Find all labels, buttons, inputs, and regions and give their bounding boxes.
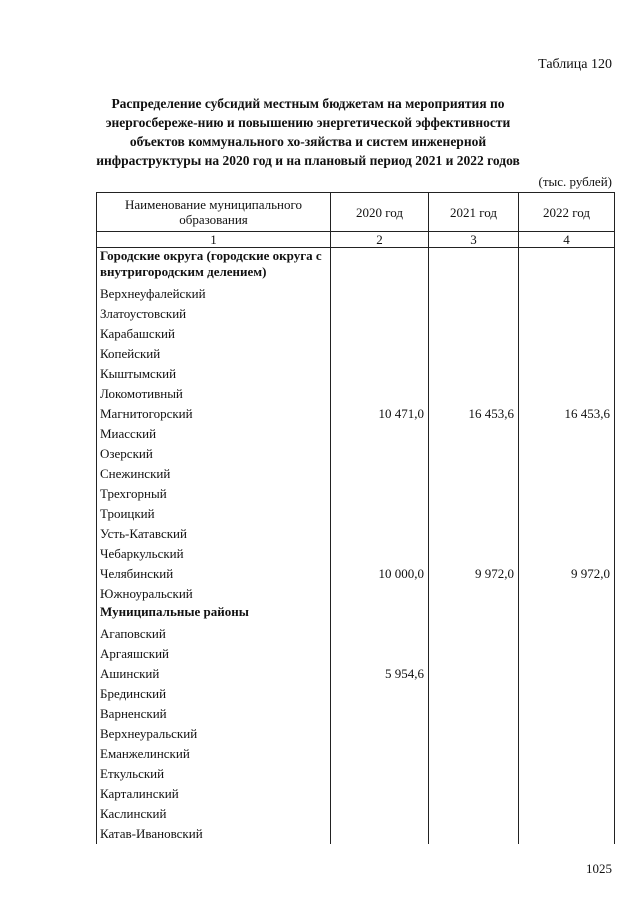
column-number: 1 bbox=[97, 232, 331, 248]
value-2021-cell bbox=[429, 384, 519, 404]
value-2020-cell bbox=[331, 284, 429, 304]
value-2022-cell bbox=[519, 644, 615, 664]
value-2021-cell bbox=[429, 424, 519, 444]
value-2021-cell bbox=[429, 664, 519, 684]
municipality-name-cell: Катав-Ивановский bbox=[97, 824, 331, 844]
table-row bbox=[97, 424, 615, 444]
municipality-name-cell: Усть-Катавский bbox=[97, 524, 331, 544]
value-2020-cell bbox=[331, 724, 429, 744]
municipality-name-cell: Варненский bbox=[97, 704, 331, 724]
column-header-2021: 2021 год bbox=[429, 193, 519, 232]
value-2020-cell bbox=[331, 684, 429, 704]
table-row bbox=[97, 784, 615, 804]
value-2021-cell bbox=[429, 784, 519, 804]
value-2020-cell bbox=[331, 364, 429, 384]
municipality-name-cell: Снежинский bbox=[97, 464, 331, 484]
municipality-name-cell: Муниципальные районы bbox=[97, 604, 331, 624]
column-header-2020: 2020 год bbox=[331, 193, 429, 232]
value-2022-cell bbox=[519, 364, 615, 384]
municipality-name-cell: Озерский bbox=[97, 444, 331, 464]
municipality-name-cell: Челябинский bbox=[97, 564, 331, 584]
table-row bbox=[97, 724, 615, 744]
value-2022-cell bbox=[519, 544, 615, 564]
value-2022-cell bbox=[519, 424, 615, 444]
table-row bbox=[97, 824, 615, 844]
value-2021-cell bbox=[429, 484, 519, 504]
value-2021-cell bbox=[429, 584, 519, 604]
value-2020-cell bbox=[331, 804, 429, 824]
value-2021-cell bbox=[429, 684, 519, 704]
value-2020-cell bbox=[331, 784, 429, 804]
value-2022-cell bbox=[519, 684, 615, 704]
table-row bbox=[97, 564, 615, 584]
municipality-name-cell: Еткульский bbox=[97, 764, 331, 784]
table-row bbox=[97, 664, 615, 684]
value-2021-cell bbox=[429, 284, 519, 304]
value-2020-cell: 5 954,6 bbox=[331, 664, 429, 684]
table-row bbox=[97, 524, 615, 544]
municipality-name-cell: Брединский bbox=[97, 684, 331, 704]
value-2020-cell bbox=[331, 464, 429, 484]
value-2022-cell bbox=[519, 784, 615, 804]
value-2022-cell bbox=[519, 304, 615, 324]
value-2020-cell bbox=[331, 604, 429, 624]
table-row bbox=[97, 344, 615, 364]
page-number: 1025 bbox=[586, 861, 612, 876]
table-row bbox=[97, 684, 615, 704]
value-2022-cell bbox=[519, 384, 615, 404]
value-2022-cell bbox=[519, 724, 615, 744]
table-row bbox=[97, 644, 615, 664]
value-2020-cell bbox=[331, 344, 429, 364]
value-2022-cell bbox=[519, 624, 615, 644]
table-row bbox=[97, 744, 615, 764]
value-2021-cell bbox=[429, 324, 519, 344]
municipality-name-cell: Кыштымский bbox=[97, 364, 331, 384]
value-2020-cell bbox=[331, 504, 429, 524]
value-2021-cell bbox=[429, 644, 519, 664]
municipality-name-cell: Каслинский bbox=[97, 804, 331, 824]
value-2022-cell bbox=[519, 504, 615, 524]
municipality-name-cell: Карабашский bbox=[97, 324, 331, 344]
column-number-row bbox=[97, 232, 615, 248]
municipality-name-cell: Ашинский bbox=[97, 664, 331, 684]
table-group-row bbox=[97, 604, 615, 624]
value-2021-cell bbox=[429, 464, 519, 484]
municipality-name-cell: Копейский bbox=[97, 344, 331, 364]
table-row bbox=[97, 364, 615, 384]
municipality-name-cell: Трехгорный bbox=[97, 484, 331, 504]
value-2022-cell bbox=[519, 664, 615, 684]
value-2022-cell bbox=[519, 764, 615, 784]
value-2021-cell bbox=[429, 624, 519, 644]
value-2022-cell bbox=[519, 584, 615, 604]
value-2021-cell bbox=[429, 724, 519, 744]
table-body bbox=[97, 248, 615, 845]
value-2020-cell bbox=[331, 384, 429, 404]
value-2020-cell bbox=[331, 544, 429, 564]
value-2022-cell bbox=[519, 524, 615, 544]
municipality-name-cell: Еманжелинский bbox=[97, 744, 331, 764]
value-2020-cell bbox=[331, 324, 429, 344]
value-2021-cell bbox=[429, 824, 519, 844]
value-2020-cell bbox=[331, 704, 429, 724]
table-row bbox=[97, 804, 615, 824]
municipality-name-cell: Карталинский bbox=[97, 784, 331, 804]
value-2020-cell: 10 471,0 bbox=[331, 404, 429, 424]
table-row bbox=[97, 764, 615, 784]
municipality-name-cell: Локомотивный bbox=[97, 384, 331, 404]
value-2021-cell bbox=[429, 704, 519, 724]
value-2022-cell bbox=[519, 444, 615, 464]
municipality-name-cell: Чебаркульский bbox=[97, 544, 331, 564]
value-2020-cell bbox=[331, 484, 429, 504]
table-row bbox=[97, 384, 615, 404]
table-row bbox=[97, 284, 615, 304]
value-2020-cell bbox=[331, 744, 429, 764]
value-2022-cell bbox=[519, 464, 615, 484]
value-2021-cell bbox=[429, 304, 519, 324]
value-2021-cell bbox=[429, 248, 519, 285]
municipality-name-cell: Агаповский bbox=[97, 624, 331, 644]
value-2021-cell bbox=[429, 544, 519, 564]
table-row bbox=[97, 464, 615, 484]
table-row bbox=[97, 304, 615, 324]
table-header-row bbox=[97, 193, 615, 232]
value-2021-cell bbox=[429, 604, 519, 624]
table-row bbox=[97, 544, 615, 564]
value-2021-cell: 16 453,6 bbox=[429, 404, 519, 424]
municipality-name-cell: Магнитогорский bbox=[97, 404, 331, 424]
value-2021-cell bbox=[429, 804, 519, 824]
value-2022-cell: 9 972,0 bbox=[519, 564, 615, 584]
value-2020-cell: 10 000,0 bbox=[331, 564, 429, 584]
table-row bbox=[97, 404, 615, 424]
value-2020-cell bbox=[331, 524, 429, 544]
value-2021-cell bbox=[429, 364, 519, 384]
municipality-name-cell: Городские округа (городские округа с внутригородским делением) bbox=[97, 248, 331, 285]
table-row bbox=[97, 484, 615, 504]
municipality-name-cell: Миасский bbox=[97, 424, 331, 444]
subsidy-table bbox=[96, 192, 615, 844]
value-2022-cell bbox=[519, 744, 615, 764]
value-2021-cell: 9 972,0 bbox=[429, 564, 519, 584]
municipality-name-cell: Верхнеуфалейский bbox=[97, 284, 331, 304]
value-2021-cell bbox=[429, 744, 519, 764]
table-title: Распределение субсидий местным бюджетам на мероприятия по энергосбереже-нию и повышению энергетической эффективности объектов коммунального хо-зяйства и систем инженерной инфраструктуры на 2020 год и на плановый период 2021 и 2022 годов bbox=[96, 96, 520, 168]
table-row bbox=[97, 444, 615, 464]
value-2020-cell bbox=[331, 248, 429, 285]
table-row bbox=[97, 324, 615, 344]
value-2020-cell bbox=[331, 444, 429, 464]
value-2020-cell bbox=[331, 824, 429, 844]
value-2022-cell bbox=[519, 248, 615, 285]
column-number: 4 bbox=[519, 232, 615, 248]
municipality-name-cell: Верхнеуральский bbox=[97, 724, 331, 744]
value-2021-cell bbox=[429, 444, 519, 464]
value-2020-cell bbox=[331, 624, 429, 644]
column-header-2022: 2022 год bbox=[519, 193, 615, 232]
municipality-name-cell: Южноуральский bbox=[97, 584, 331, 604]
value-2022-cell: 16 453,6 bbox=[519, 404, 615, 424]
value-2022-cell bbox=[519, 484, 615, 504]
units-label: (тыс. рублей) bbox=[538, 174, 612, 189]
value-2021-cell bbox=[429, 344, 519, 364]
value-2020-cell bbox=[331, 644, 429, 664]
value-2022-cell bbox=[519, 804, 615, 824]
table-group-row bbox=[97, 248, 615, 285]
value-2020-cell bbox=[331, 304, 429, 324]
value-2021-cell bbox=[429, 524, 519, 544]
municipality-name-cell: Златоустовский bbox=[97, 304, 331, 324]
value-2020-cell bbox=[331, 764, 429, 784]
value-2022-cell bbox=[519, 284, 615, 304]
value-2020-cell bbox=[331, 584, 429, 604]
value-2022-cell bbox=[519, 824, 615, 844]
value-2020-cell bbox=[331, 424, 429, 444]
column-number: 3 bbox=[429, 232, 519, 248]
municipality-name-cell: Троицкий bbox=[97, 504, 331, 524]
table-row bbox=[97, 504, 615, 524]
table-number: Таблица 120 bbox=[538, 57, 612, 72]
column-number: 2 bbox=[331, 232, 429, 248]
value-2021-cell bbox=[429, 764, 519, 784]
column-header-name: Наименование муниципального образования bbox=[97, 193, 331, 232]
value-2022-cell bbox=[519, 344, 615, 364]
municipality-name-cell: Аргаяшский bbox=[97, 644, 331, 664]
table-row bbox=[97, 584, 615, 604]
value-2022-cell bbox=[519, 704, 615, 724]
value-2021-cell bbox=[429, 504, 519, 524]
table-row bbox=[97, 624, 615, 644]
table-row bbox=[97, 704, 615, 724]
value-2022-cell bbox=[519, 604, 615, 624]
value-2022-cell bbox=[519, 324, 615, 344]
